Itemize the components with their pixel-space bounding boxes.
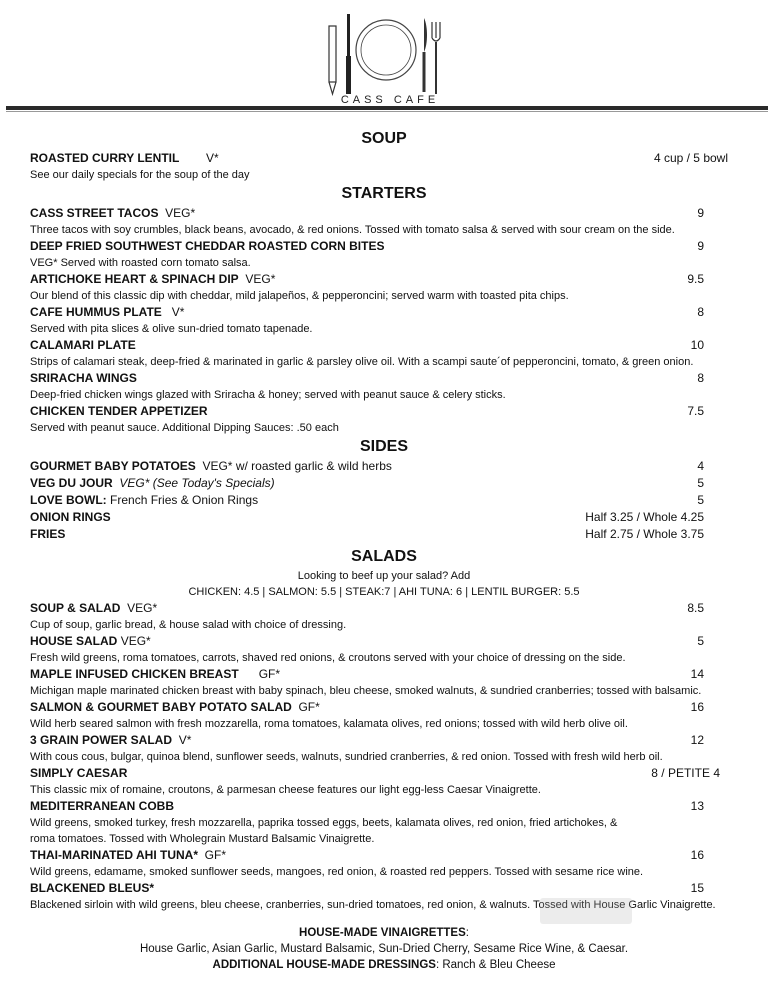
item-name: CASS STREET TACOS: [30, 206, 159, 220]
item-tag: VEG* (See Today's Specials): [119, 476, 275, 490]
item-desc: Cup of soup, garlic bread, & house salad with choice of dressing.: [30, 619, 347, 631]
item-price: 4: [697, 459, 704, 473]
item-name: HOUSE SALAD: [30, 634, 118, 648]
item-price: 7.5: [687, 404, 704, 418]
item-price: 8: [697, 305, 704, 319]
item-desc: With cous cous, bulgar, quinoa blend, sunflower seeds, walnuts, sundried cranberries, & red onion. Tossed with fresh wild herb oil.: [30, 751, 663, 763]
item-tag: GF*: [298, 700, 320, 714]
item-price: 8 / PETITE 4: [651, 766, 720, 780]
brand-name: CASS CAFE: [340, 94, 440, 106]
menu-body: [0, 128, 768, 973]
menu-item: [0, 526, 768, 543]
item-name: 3 GRAIN POWER SALAD: [30, 733, 173, 747]
item-desc: Served with peanut sauce. Additional Dipping Sauces: .50 each: [30, 422, 339, 434]
menu-item: [0, 732, 768, 749]
section-title-sides: SIDES: [359, 438, 408, 455]
item-price: Half 3.25 / Whole 4.25: [585, 510, 704, 524]
item-desc: This classic mix of romaine, croutons, & parmesan cheese features our light egg-less Caesar Vinaigrette.: [30, 784, 541, 796]
plate-icon: [356, 20, 416, 80]
item-desc: Blackened sirloin with wild greens, bleu cheese, cranberries, sun-dried tomatoes, red onion, & walnuts. Tossed with House Garlic Vinaigrette.: [30, 899, 716, 911]
item-name: FRIES: [30, 527, 66, 541]
fork-icon: [432, 22, 440, 94]
item-name: ARTICHOKE HEART & SPINACH DIP: [30, 272, 239, 286]
item-price: 9: [697, 206, 704, 220]
item-desc: Our blend of this classic dip with cheddar, mild jalapeños, & pepperoncini; served warm with toasted pita chips.: [30, 290, 569, 302]
item-price: 5: [697, 476, 704, 490]
item-tag: VEG*: [120, 634, 151, 648]
watermark: [540, 898, 632, 924]
menu-item: [0, 600, 768, 617]
item-name: SALMON & GOURMET BABY POTATO SALAD: [30, 700, 292, 714]
item-price: 10: [690, 338, 704, 352]
section-title-starters: STARTERS: [341, 185, 427, 202]
menu-item: [0, 666, 768, 683]
menu-item: [0, 880, 768, 897]
item-price: 5: [697, 493, 704, 507]
item-desc: Michigan maple marinated chicken breast with baby spinach, bleu cheese, smoked walnuts, & sundried cranberries; tossed with balsamic.: [30, 685, 702, 697]
vinaigrettes-list: House Garlic, Asian Garlic, Mustard Balsamic, Sun-Dried Cherry, Sesame Rice Wine, & Caesar.: [139, 943, 629, 955]
item-price: 9: [697, 239, 704, 253]
cafe-logo: [322, 8, 446, 104]
dressings-list: Ranch & Bleu Cheese: [442, 959, 556, 971]
menu-item: [0, 492, 768, 509]
menu-item: [0, 475, 768, 492]
menu-item: [0, 205, 768, 222]
item-price: 4 cup / 5 bowl: [653, 151, 728, 165]
vinaigrettes-heading: HOUSE-MADE VINAIGRETTES:: [299, 927, 469, 939]
salads-addons: CHICKEN: 4.5 | SALMON: 5.5 | STEAK:7 | AHI TUNA: 6 | LENTIL BURGER: 5.5: [188, 586, 580, 598]
item-name: CHICKEN TENDER APPETIZER: [30, 404, 208, 418]
knife-icon: [346, 14, 351, 94]
menu-item: [0, 238, 768, 255]
item-price: 13: [690, 799, 704, 813]
item-tag: GF*: [204, 848, 226, 862]
item-desc: roma tomatoes. Tossed with Wholegrain Mustard Balsamic Vinaigrette.: [30, 833, 375, 845]
menu-item: [0, 765, 768, 782]
item-desc: Three tacos with soy crumbles, black beans, avocado, & red onions. Tossed with tomato salsa & served with sour cream on the side.: [30, 224, 675, 236]
dressings-line: ADDITIONAL HOUSE-MADE DRESSINGS: Ranch & Bleu Cheese: [212, 959, 556, 971]
item-name: VEG DU JOUR: [30, 476, 113, 490]
vinaigrettes-label: HOUSE-MADE VINAIGRETTES: [299, 927, 466, 939]
menu-item: [0, 847, 768, 864]
menu-item: [0, 633, 768, 650]
item-tag: GF*: [258, 667, 281, 681]
item-tag: V*: [178, 733, 192, 747]
menu-item: [0, 509, 768, 526]
header-divider-thin: [6, 111, 768, 112]
item-name: CAFE HUMMUS PLATE: [30, 305, 162, 319]
item-desc: Fresh wild greens, roma tomatoes, carrots, shaved red onions, & croutons served with your choice of dressing on the side.: [30, 652, 626, 664]
item-desc: Served with pita slices & olive sun-dried tomato tapenade.: [30, 323, 313, 335]
item-name: BLACKENED BLEUS*: [30, 881, 155, 895]
item-price: 12: [690, 733, 704, 747]
dressings-label: ADDITIONAL HOUSE-MADE DRESSINGS: [212, 959, 436, 971]
item-price: 8: [697, 371, 704, 385]
item-desc: See our daily specials for the soup of the day: [30, 169, 250, 181]
item-tag: V*: [171, 305, 185, 319]
item-tag: VEG*: [245, 272, 276, 286]
knife2-icon: [423, 18, 428, 92]
menu-item: [0, 699, 768, 716]
item-desc: Wild greens, smoked turkey, fresh mozzarella, paprika tossed eggs, beets, kalamata olives, red onion, fried artichokes, &: [30, 817, 618, 829]
item-tag: VEG*: [127, 601, 158, 615]
item-tag: VEG*: [165, 206, 196, 220]
item-tag: V*: [206, 151, 219, 165]
item-name: MEDITERRANEAN COBB: [30, 799, 174, 813]
item-desc: Wild greens, edamame, smoked sunflower seeds, mangoes, red onion, & roasted red peppers. Tossed with sesame rice wine.: [30, 866, 644, 878]
item-name: LOVE BOWL:: [30, 493, 107, 507]
menu-item: [0, 403, 768, 420]
item-name: THAI-MARINATED AHI TUNA*: [30, 848, 198, 862]
menu-item: [0, 458, 768, 475]
item-tag: French Fries & Onion Rings: [110, 493, 259, 507]
salads-intro: Looking to beef up your salad? Add: [297, 570, 471, 582]
menu-item: [0, 304, 768, 321]
item-price: Half 2.75 / Whole 3.75: [585, 527, 704, 541]
item-name: MAPLE INFUSED CHICKEN BREAST: [30, 667, 239, 681]
item-desc: Strips of calamari steak, deep-fried & marinated in garlic & parsley olive oil. With a scampi saute´of pepperoncini, tomato, & green onion.: [30, 356, 694, 368]
item-name: SRIRACHA WINGS: [30, 371, 137, 385]
item-price: 14: [690, 667, 704, 681]
menu-item: [0, 337, 768, 354]
item-tag: VEG* w/ roasted garlic & wild herbs: [202, 459, 392, 473]
item-name: DEEP FRIED SOUTHWEST CHEDDAR ROASTED CORN BITES: [30, 239, 385, 253]
pencil-icon: [329, 26, 336, 94]
item-name: SIMPLY CAESAR: [30, 766, 128, 780]
section-title-soup: SOUP: [361, 130, 407, 147]
item-price: 16: [690, 700, 704, 714]
menu-item: [0, 798, 768, 815]
item-name: CALAMARI PLATE: [30, 338, 136, 352]
item-name: ROASTED CURRY LENTIL: [30, 151, 180, 165]
item-name: GOURMET BABY POTATOES: [30, 459, 196, 473]
item-name: ONION RINGS: [30, 510, 111, 524]
menu-item: [0, 150, 768, 167]
item-price: 8.5: [687, 601, 704, 615]
header-divider: [6, 106, 768, 110]
item-price: 15: [690, 881, 704, 895]
item-desc: Deep-fried chicken wings glazed with Sriracha & honey; served with peanut sauce & celery sticks.: [30, 389, 506, 401]
item-price: 16: [690, 848, 704, 862]
item-desc: Wild herb seared salmon with fresh mozzarella, roma tomatoes, kalamata olives, red onions; tossed with wild herb olive oil.: [30, 718, 628, 730]
item-price: 9.5: [687, 272, 704, 286]
item-price: 5: [697, 634, 704, 648]
item-name: SOUP & SALAD: [30, 601, 121, 615]
section-title-salads: SALADS: [351, 548, 417, 565]
item-desc: VEG* Served with roasted corn tomato salsa.: [30, 257, 251, 269]
menu-item: [0, 370, 768, 387]
menu-item: [0, 271, 768, 288]
